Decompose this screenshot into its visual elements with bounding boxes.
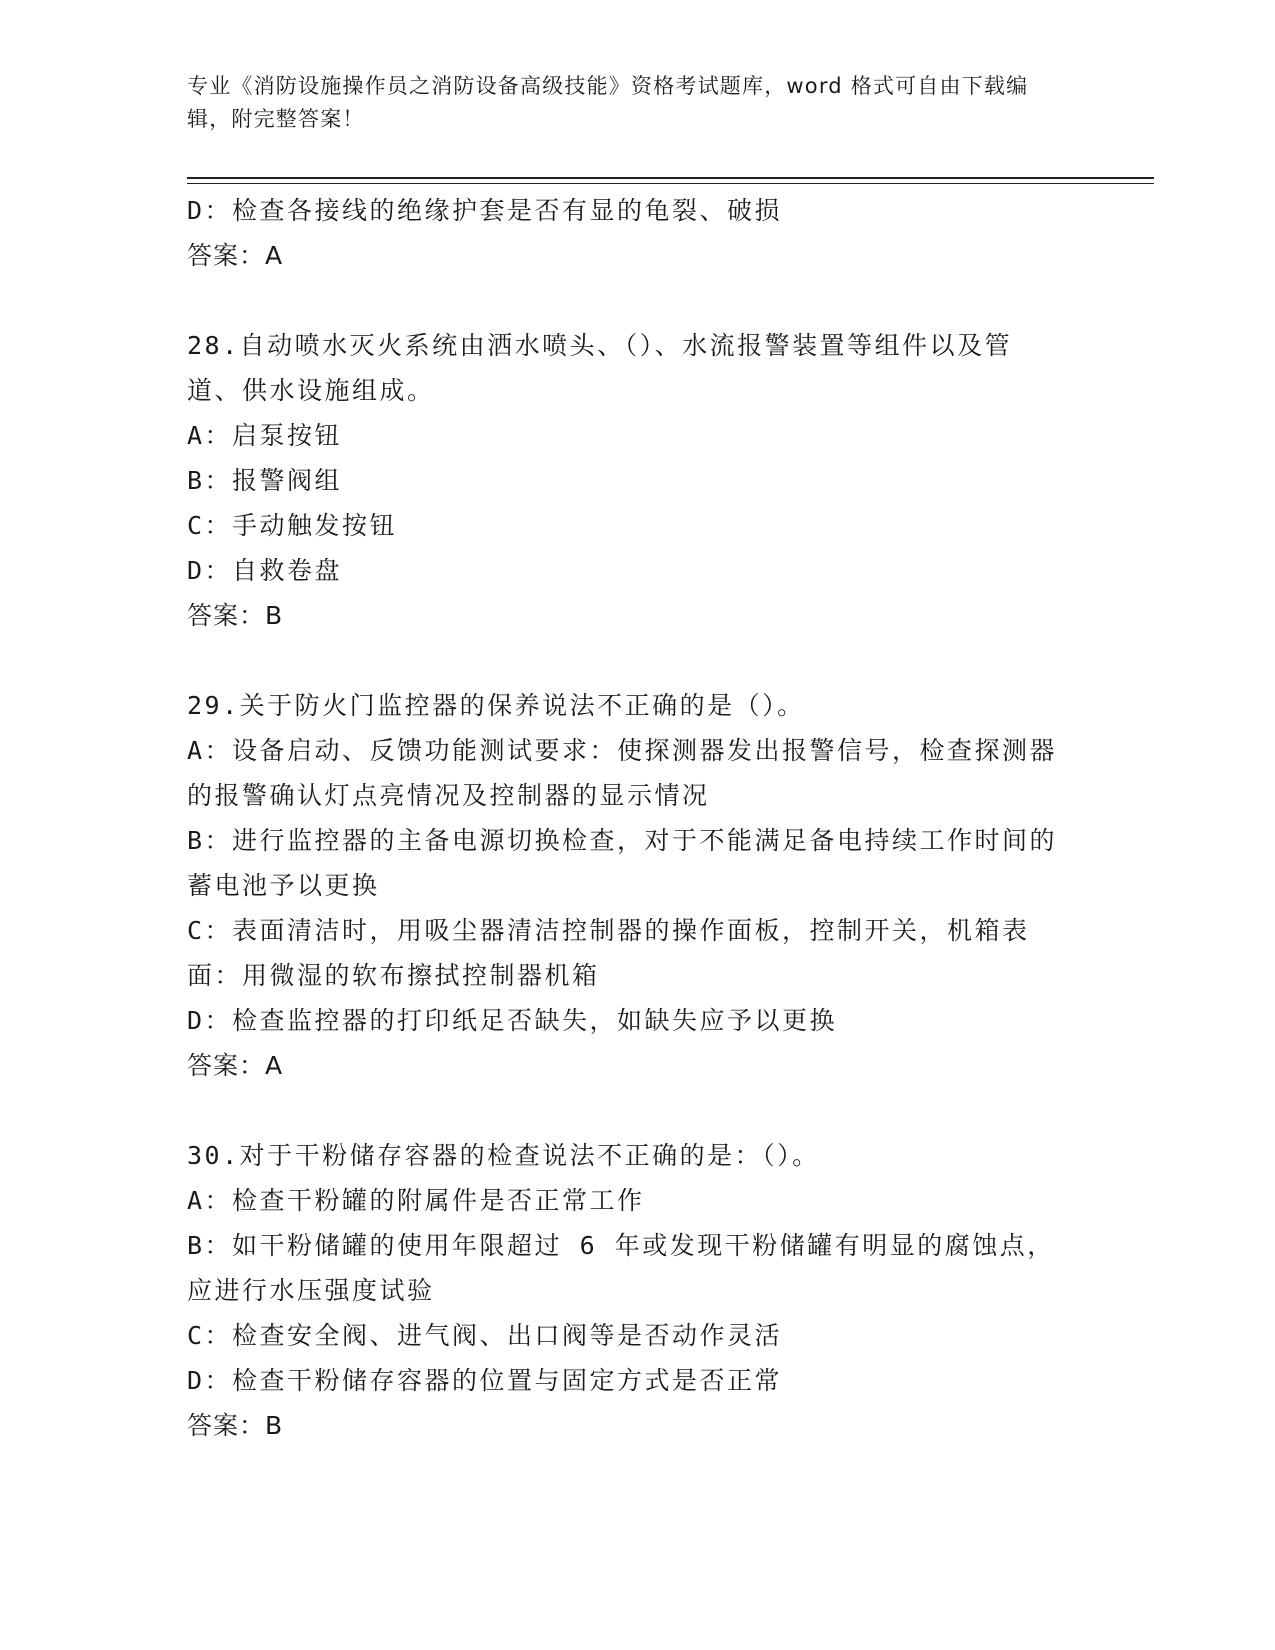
page-header: 专业《消防设施操作员之消防设备高级技能》资格考试题库，word 格式可自由下载编辑，附完整答案！	[187, 74, 1029, 131]
option-d: D：检查各接线的绝缘护套是否有显的龟裂、破损	[187, 196, 783, 225]
question-stem: 30.对于干粉储存容器的检查说法不正确的是：（）。	[187, 1141, 820, 1170]
question-30	[187, 1133, 1067, 1448]
header-divider	[187, 177, 1154, 184]
option-b: B：报警阀组	[187, 466, 343, 495]
option-c: C：检查安全阀、进气阀、出口阀等是否动作灵活	[187, 1321, 783, 1350]
answer: 答案：A	[187, 241, 284, 270]
option-c: C：表面清洁时，用吸尘器清洁控制器的操作面板，控制开关，机箱表面：用微湿的软布擦拭控制器机箱	[187, 916, 1030, 990]
option-b: B：进行监控器的主备电源切换检查，对于不能满足备电持续工作时间的蓄电池予以更换	[187, 826, 1058, 900]
question-29	[187, 683, 1067, 1088]
question-stem: 28.自动喷水灭火系统由洒水喷头、（）、水流报警装置等组件以及管道、供水设施组成。	[187, 331, 1013, 405]
spacer	[187, 638, 1067, 683]
document-body	[187, 188, 1067, 1448]
option-a: A：启泵按钮	[187, 421, 343, 450]
question-stem: 29.关于防火门监控器的保养说法不正确的是（）。	[187, 691, 805, 720]
option-d: D：检查监控器的打印纸足否缺失，如缺失应予以更换	[187, 1006, 838, 1035]
answer: 答案：A	[187, 1051, 284, 1080]
answer: 答案：B	[187, 1411, 284, 1440]
option-a: A：设备启动、反馈功能测试要求：使探测器发出报警信号，检查探测器的报警确认灯点亮情况及控制器的显示情况	[187, 736, 1058, 810]
answer: 答案：B	[187, 601, 284, 630]
continuation-block	[187, 188, 1067, 278]
spacer	[187, 1088, 1067, 1133]
spacer	[187, 278, 1067, 323]
option-a: A：检查干粉罐的附属件是否正常工作	[187, 1186, 645, 1215]
option-c: C：手动触发按钮	[187, 511, 398, 540]
option-d: D：自救卷盘	[187, 556, 343, 585]
option-d: D：检查干粉储存容器的位置与固定方式是否正常	[187, 1366, 783, 1395]
question-28	[187, 323, 1067, 638]
option-b: B：如干粉储罐的使用年限超过 6 年或发现干粉储罐有明显的腐蚀点，应进行水压强度试验	[187, 1231, 1055, 1305]
